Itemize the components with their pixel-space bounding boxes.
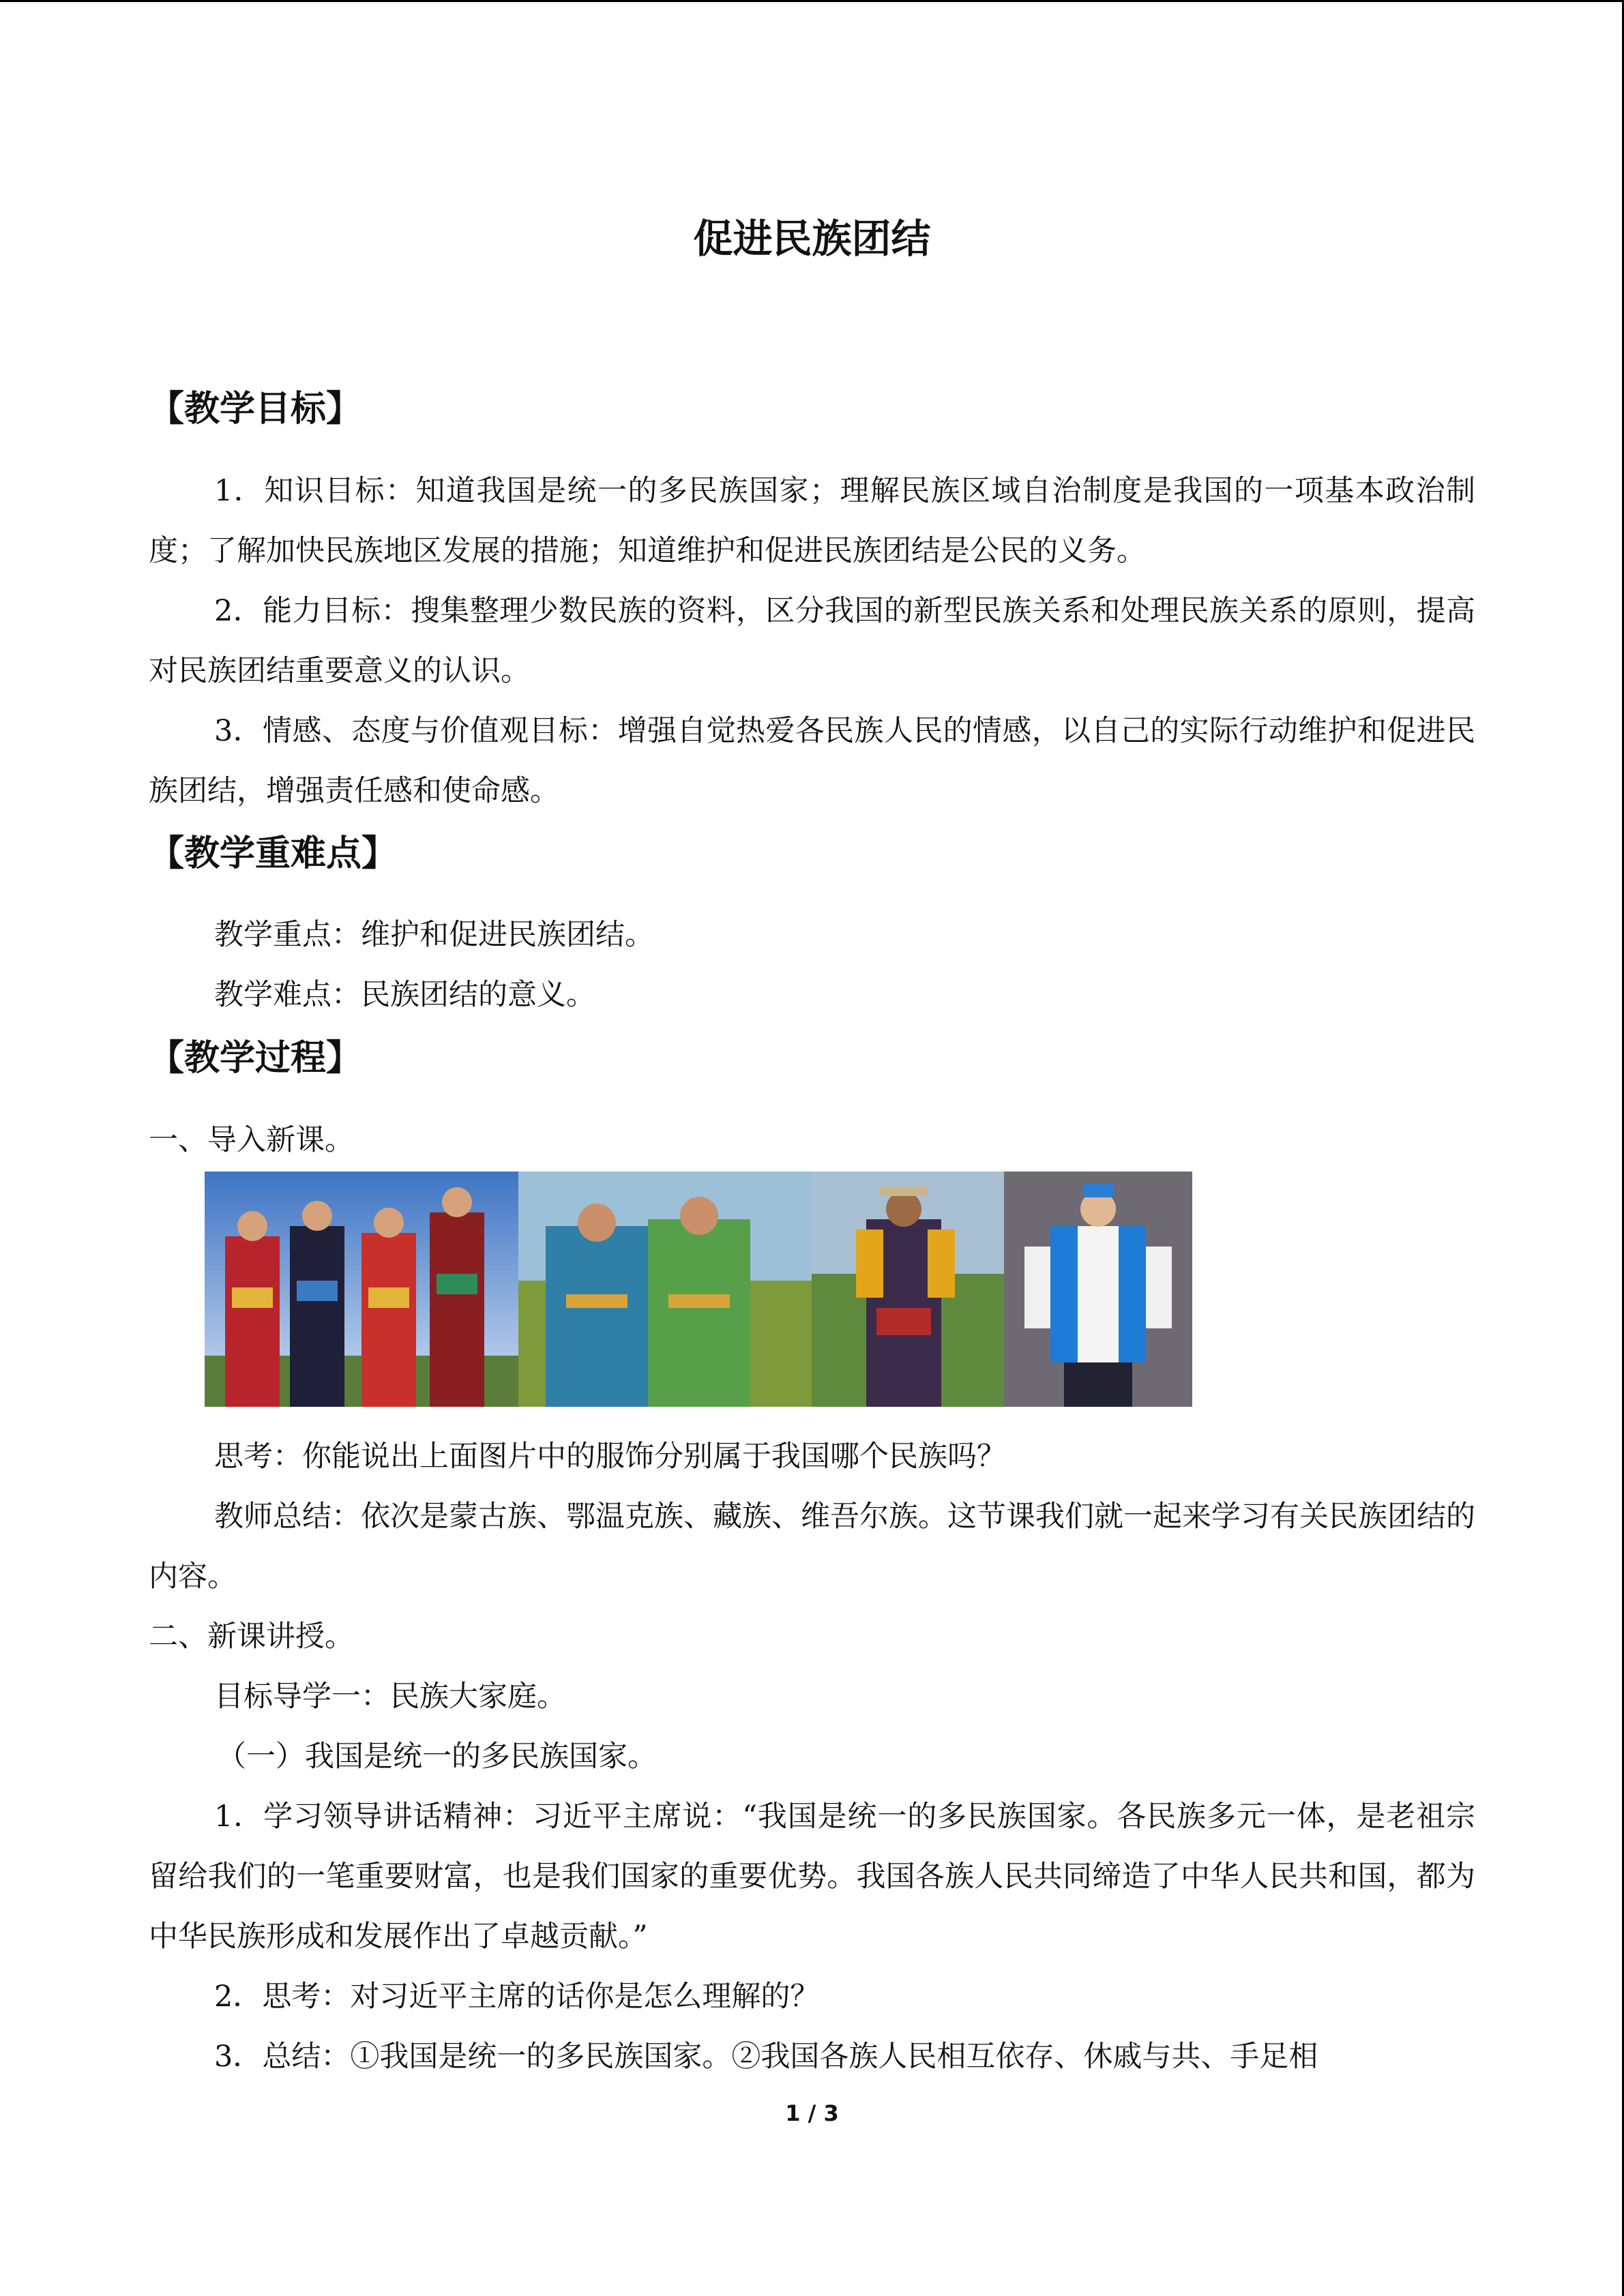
page-border-top	[0, 0, 1624, 2]
subsection-one: （一）我国是统一的多民族国家。	[217, 1740, 657, 1774]
section-heading-process: 【教学过程】	[149, 1038, 362, 1079]
teacher-summary: 教师总结：依次是蒙古族、鄂温克族、藏族、维吾尔族。这节课我们就一起来学习有关民族团结的内容。	[149, 1500, 1475, 1594]
target-one: 目标导学一：民族大家庭。	[214, 1680, 566, 1714]
costume-photo-strip	[205, 1172, 1192, 1407]
item-two: 2．思考：对习近平主席的话你是怎么理解的？	[214, 1980, 820, 2014]
key-point: 教学重点：维护和促进民族团结。	[214, 918, 654, 952]
goal-emotion: 3．情感、态度与价值观目标：增强自觉热爱各民族人民的情感，以自己的实际行动维护和促进民族团结，增强责任感和使命感。	[149, 714, 1475, 808]
uyghur-costume-photo	[1004, 1172, 1192, 1407]
page-title: 促进民族团结	[693, 215, 931, 262]
page-number: 1 / 3	[785, 2100, 839, 2126]
ewenki-costume-photo	[518, 1172, 812, 1407]
item-one: 1．学习领导讲话精神：习近平主席说：“我国是统一的多民族国家。各民族多元一体，是老祖宗留给我们的一笔重要财富，也是我们国家的重要优势。我国各族人民共同缔造了中华人民共和国，都为中华民族形成和发展作出了卓越贡献。”	[149, 1800, 1475, 1954]
item-three: 3．总结：①我国是统一的多民族国家。②我国各族人民相互依存、休戚与共、手足相	[214, 2040, 1318, 2074]
goal-ability: 2．能力目标：搜集整理少数民族的资料，区分我国的新型民族关系和处理民族关系的原则，提高对民族团结重要意义的认识。	[149, 594, 1475, 688]
step-intro: 一、导入新课。	[149, 1123, 354, 1157]
step-new-lesson: 二、新课讲授。	[149, 1620, 354, 1654]
section-heading-goals: 【教学目标】	[149, 389, 362, 430]
section-heading-key-points: 【教学重难点】	[149, 833, 398, 874]
difficult-point: 教学难点：民族团结的意义。	[214, 978, 595, 1012]
think-question: 思考：你能说出上面图片中的服饰分别属于我国哪个民族吗？	[214, 1440, 1006, 1474]
tibetan-costume-photo	[812, 1172, 1004, 1407]
mongolian-costume-photo	[205, 1172, 518, 1407]
goal-knowledge: 1．知识目标：知道我国是统一的多民族国家；理解民族区域自治制度是我国的一项基本政治制度；了解加快民族地区发展的措施；知道维护和促进民族团结是公民的义务。	[149, 474, 1475, 568]
